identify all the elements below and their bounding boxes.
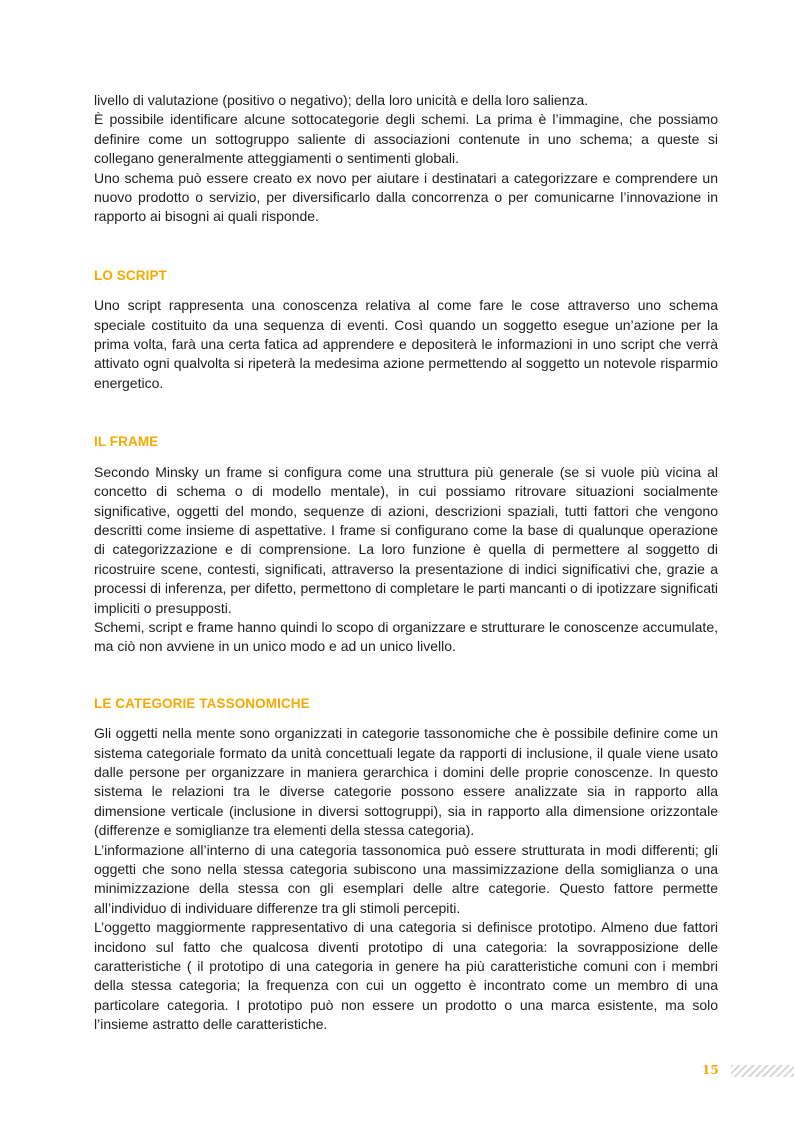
paragraph: Schemi, script e frame hanno quindi lo scopo di organizzare e strutturare le conoscenze accumulate, ma ciò non avviene in un unico modo e ad un unico livello.	[94, 618, 718, 655]
paragraph: L’informazione all’interno di una categoria tassonomica può essere strutturata in modi differenti; gli oggetti che sono nella stessa categoria subiscono una massimizzazione della somiglianza o una minimizzazione della stessa con gli esemplari delle altre categorie. Questo fattore permette all’individuo di individuare differenze tra gli stimoli percepiti.	[94, 841, 718, 916]
paragraph: Secondo Minsky un frame si configura come una struttura più generale (se si vuole più vicina al concetto di schema o di modello mentale), in cui possiamo ritrovare situazioni socialmente significative, oggetti del mondo, sequenze di azioni, descrizioni spaziali, tutti fattori che vengono descritti come insieme di aspettative. I frame si configurano come la base di qualunque operazione di categorizzazione e di comprensione. La loro funzione è quella di permettere al soggetto di ricostruire scene, contesti, significati, attraverso la presentazione di indici significativi che, grazie a processi di inferenza, per difetto, permettono di completare le parti mancanti o di ipotizzare significati impliciti o presupposti.	[94, 463, 718, 616]
paragraph: Uno schema può essere creato ex novo per aiutare i destinatari a categorizzare e comprendere un nuovo prodotto o servizio, per diversificarlo dalla concorrenza o per comunicarne l’innovazione in rapporto ai bisogni ai quali risponde.	[94, 169, 718, 225]
page-content	[94, 91, 718, 1035]
paragraph: Gli oggetti nella mente sono organizzati in categorie tassonomiche che è possibile definire come un sistema categoriale formato da unità concettuali legate da rapporti di inclusione, il quale viene usato dalle persone per organizzare in maniera gerarchica i domini delle proprie conoscenze. In questo sistema le relazioni tra le diverse categorie possono essere analizzate sia in rapporto alla dimensione verticale (inclusione in diversi sottogruppi), sia in rapporto alla dimensione orizzontale (differenze e somiglianze tra elementi della stessa categoria).	[94, 725, 718, 839]
paragraph: livello di valutazione (positivo o negativo); della loro unicità e della loro salienza.	[94, 92, 589, 108]
stripes-decoration	[731, 1065, 794, 1077]
paragraph: Uno script rappresenta una conoscenza relativa al come fare le cose attraverso uno schema speciale costituito da una sequenza di eventi. Così quando un soggetto esegue un’azione per la prima volta, farà una certa fatica ad apprendere e depositerà le informazioni in uno script che verrà attivato ogni qualvolta si ripeterà la medesima azione permettendo al soggetto un notevole risparmio energetico.	[94, 297, 718, 391]
page-number: 15	[702, 1063, 719, 1077]
section-heading-categories: LE CATEGORIE TASSONOMICHE	[94, 695, 310, 711]
page-footer	[700, 1062, 794, 1082]
section-heading-frame: IL FRAME	[94, 434, 159, 450]
section-heading-script: LO SCRIPT	[94, 267, 167, 283]
paragraph: L’oggetto maggiormente rappresentativo di una categoria si definisce prototipo. Almeno due fattori incidono sul fatto che qualcosa diventi prototipo di una categoria: la sovrapposizione delle caratteristiche ( il prototipo di una categoria in genere ha più caratteristiche comuni con i membri della stessa categoria; la frequenza con cui un oggetto è incontrato come un membro di una particolare categoria. I prototipo può non essere un prodotto o una marca esistente, ma solo l’insieme astratto delle caratteristiche.	[94, 919, 718, 1033]
paragraph: È possibile identificare alcune sottocategorie degli schemi. La prima è l’immagine, che possiamo definire come un sottogruppo saliente di associazioni contenute in uno schema; a queste si collegano generalmente atteggiamenti o sentimenti globali.	[94, 111, 718, 167]
